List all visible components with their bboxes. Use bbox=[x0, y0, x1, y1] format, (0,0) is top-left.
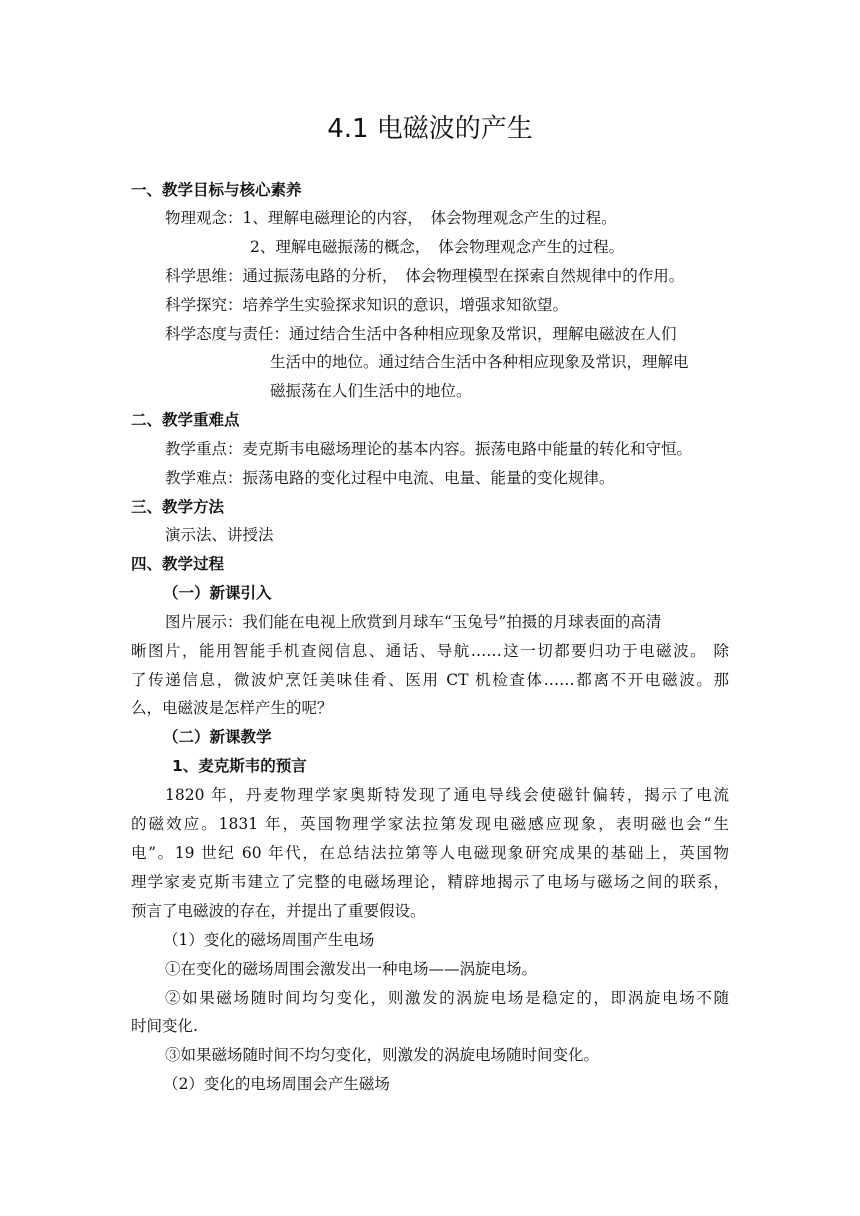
paragraph-line: 晰图片，能用智能手机查阅信息、通话、导航……这一切都要归功于电磁波。 除 bbox=[131, 642, 729, 660]
paragraph-line: 生活中的地位。通过结合生活中各种相应现象及常识，理解电 bbox=[270, 353, 689, 371]
section-heading-key-points: 二、教学重难点 bbox=[131, 411, 240, 429]
section-heading-process: 四、教学过程 bbox=[131, 555, 225, 573]
paragraph-line: 教学重点：麦克斯韦电磁场理论的基本内容。振荡电路中能量的转化和守恒。 bbox=[165, 440, 693, 458]
paragraph-line: ①在变化的磁场周围会激发出一种电场——涡旋电场。 bbox=[165, 960, 538, 978]
paragraph-line: 教学难点：振荡电路的变化过程中电流、电量、能量的变化规律。 bbox=[165, 469, 615, 487]
paragraph-line: 电”。19 世纪 60 年代，在总结法拉第等人电磁现象研究成果的基础上，英国物 bbox=[131, 844, 729, 862]
paragraph-line: 科学思维：通过振荡电路的分析， 体会物理模型在探索自然规律中的作用。 bbox=[165, 267, 685, 285]
paragraph-line: 物理观念：1、理解电磁理论的内容， 体会物理观念产生的过程。 bbox=[165, 209, 617, 227]
subsection-heading-teaching: （二）新课教学 bbox=[163, 728, 272, 746]
paragraph-line: ②如果磁场随时间均匀变化，则激发的涡旋电场是稳定的，即涡旋电场不随 bbox=[165, 989, 729, 1007]
paragraph-line: 演示法、讲授法 bbox=[165, 526, 274, 544]
subsection-heading-intro: （一）新课引入 bbox=[163, 584, 272, 602]
paragraph-line: 的磁效应。1831 年，英国物理学家法拉第发现电磁感应现象，表明磁也会“生 bbox=[131, 815, 729, 833]
paragraph-line: 了传递信息，微波炉烹饪美味佳肴、医用 CT 机检查体……都离不开电磁波。那 bbox=[131, 671, 729, 689]
section-heading-objectives: 一、教学目标与核心素养 bbox=[131, 181, 302, 199]
paragraph-line: 2、理解电磁振荡的概念， 体会物理观念产生的过程。 bbox=[250, 238, 625, 256]
paragraph-line: ③如果磁场随时间不均匀变化，则激发的涡旋电场随时间变化。 bbox=[165, 1046, 600, 1064]
paragraph-line: 么，电磁波是怎样产生的呢？ bbox=[131, 699, 333, 717]
paragraph-line: 1820 年，丹麦物理学家奥斯特发现了通电导线会使磁针偏转，揭示了电流 bbox=[165, 786, 729, 804]
subsection-heading-changing-electric: （2）变化的电场周围会产生磁场 bbox=[163, 1075, 390, 1093]
paragraph-line: 理学家麦克斯韦建立了完整的电磁场理论，精辟地揭示了电场与磁场之间的联系， bbox=[131, 873, 729, 891]
paragraph-line: 科学态度与责任：通过结合生活中各种相应现象及常识，理解电磁波在人们 bbox=[165, 325, 677, 343]
paragraph-line: 时间变化. bbox=[131, 1017, 198, 1035]
paragraph-line: 图片展示：我们能在电视上欣赏到月球车“玉兔号”拍摄的月球表面的高清 bbox=[165, 613, 662, 631]
section-heading-methods: 三、教学方法 bbox=[131, 498, 225, 516]
subsection-heading-maxwell: 1、麦克斯韦的预言 bbox=[172, 757, 307, 775]
paragraph-line: 磁振荡在人们生活中的地位。 bbox=[270, 382, 472, 400]
paragraph-line: 预言了电磁波的存在，并提出了重要假设。 bbox=[131, 902, 426, 920]
subsection-heading-changing-magnetic: （1）变化的磁场周围产生电场 bbox=[163, 931, 375, 949]
paragraph-line: 科学探究：培养学生实验探求知识的意识，增强求知欲望。 bbox=[165, 296, 569, 314]
document-title: 4.1 电磁波的产生 bbox=[327, 114, 533, 144]
